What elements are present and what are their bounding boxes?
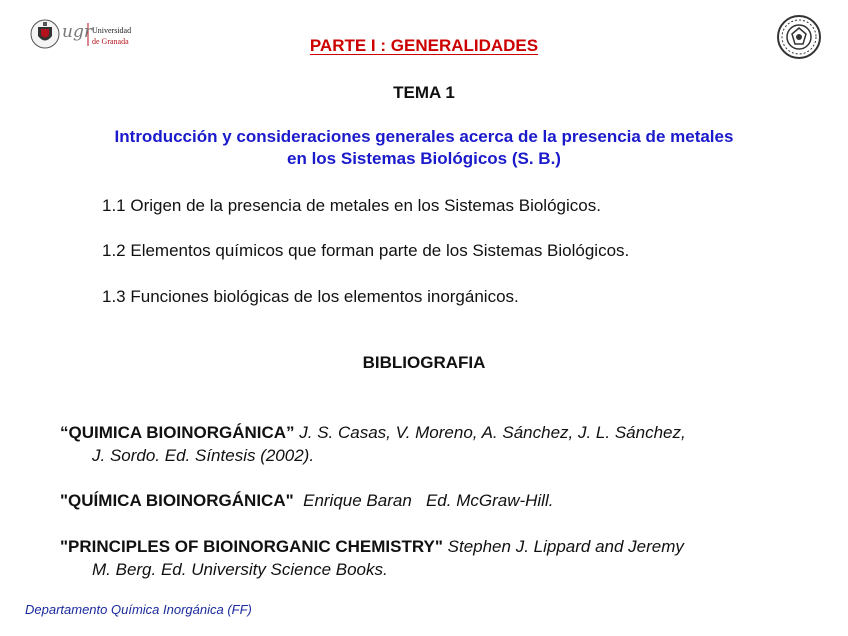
intro-title	[0, 126, 848, 170]
footer-department: Departamento Química Inorgánica (FF)	[25, 602, 252, 617]
reference-item	[60, 489, 780, 512]
part-title: PARTE I : GENERALIDADES	[309, 36, 539, 55]
topic-item: 1.2 Elementos químicos que forman parte de los Sistemas Biológicos.	[102, 241, 630, 260]
logo-line-1: Universidad	[92, 26, 132, 35]
reference-authors-cont: J. Sordo. Ed. Síntesis (2002).	[92, 446, 315, 465]
logo-line-2: de Granada	[92, 37, 129, 46]
topic-item: 1.1 Origen de la presencia de metales en los Sistemas Biológicos.	[102, 196, 601, 215]
reference-item	[60, 421, 780, 467]
reference-title: "PRINCIPLES OF BIOINORGANIC CHEMISTRY"	[60, 537, 443, 556]
reference-authors: J. S. Casas, V. Moreno, A. Sánchez, J. L. Sánchez,	[294, 423, 686, 442]
bibliography-heading: BIBLIOGRAFIA	[362, 353, 486, 372]
reference-authors: Enrique Baran Ed. McGraw-Hill.	[293, 491, 554, 510]
tema-heading: TEMA 1	[393, 83, 455, 102]
reference-authors-cont: M. Berg. Ed. University Science Books.	[92, 560, 388, 579]
intro-title-line-2: en los Sistemas Biológicos (S. B.)	[287, 149, 561, 168]
intro-title-line-1: Introducción y consideraciones generales acerca de la presencia de metales	[114, 127, 734, 146]
reference-title: "QUÍMICA BIOINORGÁNICA"	[60, 491, 294, 510]
reference-authors: Stephen J. Lippard and Jeremy	[442, 537, 684, 556]
topic-item: 1.3 Funciones biológicas de los elementos inorgánicos.	[102, 287, 519, 306]
logo-text-mark: ugr	[62, 22, 92, 42]
reference-title: “QUIMICA BIOINORGÁNICA”	[60, 423, 295, 442]
reference-item	[60, 535, 780, 581]
